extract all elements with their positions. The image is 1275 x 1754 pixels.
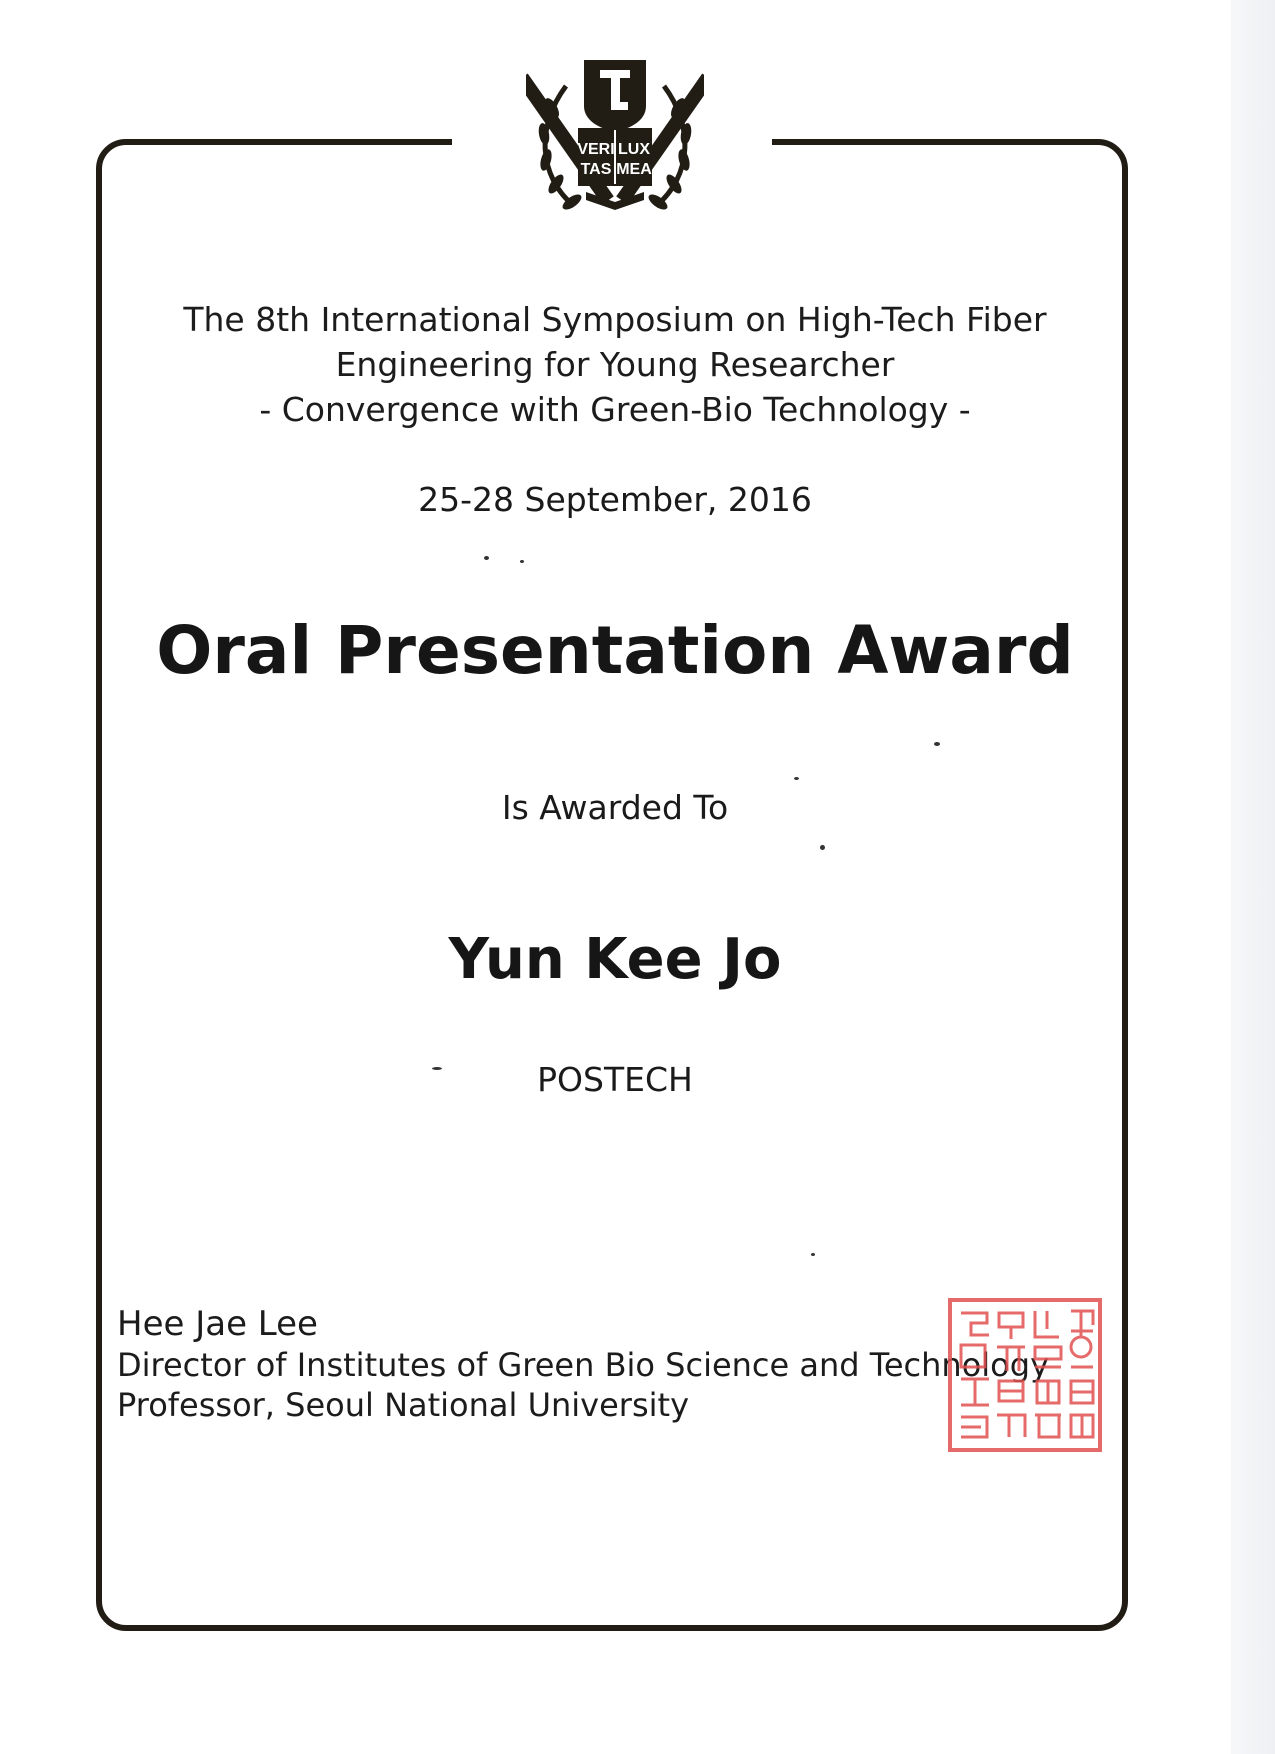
event-title-line-2: Engineering for Young Researcher <box>335 345 895 384</box>
emblem-motto-tas: TAS <box>580 161 612 178</box>
paper-speck <box>794 777 799 780</box>
signatory-block <box>117 1303 1049 1425</box>
emblem-motto-mea: MEA <box>616 161 652 178</box>
paper-speck <box>432 1067 442 1070</box>
paper-speck <box>520 560 524 563</box>
paper-speck <box>820 845 825 850</box>
university-emblem-icon <box>526 46 704 228</box>
event-title-line-3: - Convergence with Green-Bio Technology - <box>259 390 971 429</box>
paper-speck <box>934 742 940 746</box>
page-edge-shadow <box>1231 0 1275 1754</box>
red-official-seal-icon <box>947 1297 1103 1453</box>
award-title: Oral Presentation Award <box>156 612 1074 689</box>
recipient-affiliation: POSTECH <box>537 1060 693 1099</box>
awarded-to-text: Is Awarded To <box>501 788 729 827</box>
paper-speck <box>484 556 489 560</box>
emblem-motto-lux: LUX <box>618 141 650 158</box>
emblem-motto-veri: VERI <box>577 141 615 158</box>
event-title <box>0 297 1230 432</box>
signatory-title-2: Professor, Seoul National University <box>117 1386 689 1424</box>
paper-speck <box>811 1253 815 1256</box>
event-dates: 25-28 September, 2016 <box>418 480 812 519</box>
recipient-name: Yun Kee Jo <box>448 927 782 992</box>
signatory-name: Hee Jae Lee <box>117 1304 318 1344</box>
signatory-title-1: Director of Institutes of Green Bio Science and Technology <box>117 1346 1049 1384</box>
event-title-line-1: The 8th International Symposium on High-Tech Fiber <box>183 300 1047 339</box>
